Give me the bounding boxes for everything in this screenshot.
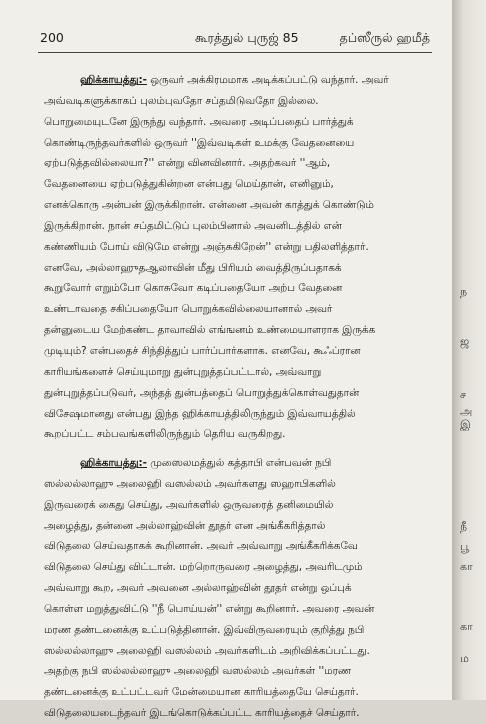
line-text: விசேஷமானது என்பது இந்த ஹிக்காயத்திலிருந்தும் இவ்வாயத்தில் [44, 407, 356, 420]
text-line [44, 404, 434, 425]
facing-page-fragment: ம [460, 652, 469, 665]
text-line [44, 620, 434, 641]
line-text: இருவரைக் கைது செய்து, அவர்களில் ஒருவரைத் தனிமையில் [44, 498, 334, 511]
line-text: முடியும்? என்பதைச் சிந்தித்துப் பார்ப்பார்களாக. எனவே, கூஃப்ரான [44, 344, 361, 357]
line-text: அவ்வாறு கூற, அவர் அவனை அல்லாஹ்வின் தூதர் என்று ஒப்புக் [44, 582, 352, 595]
author-name: தப்ஸீருல் ஹமீத் [339, 30, 430, 45]
facing-page-fragment: பூ [460, 540, 470, 553]
text-line [44, 362, 434, 383]
line-text: அவ்வடிகளுக்காகப் புலம்புவதோ சப்தமிடுவதோ இல்லை. [44, 94, 319, 107]
text-line [44, 474, 434, 495]
text-line [44, 195, 434, 216]
line-text: விடுதலை செய்வதாகக் கூறினான். அவர் அவ்வாறு அங்கீகரிக்கவே [44, 540, 358, 553]
text-line [44, 383, 434, 404]
text-line [44, 661, 434, 682]
facing-page-edge [452, 0, 486, 700]
line-text: விடுதலை செய்து விட்டான். மற்றொருவரை அழைத்து, அவரிடமும் [44, 561, 363, 574]
line-text: எனக்கொரு அன்பன் இருக்கிறான். என்னை அவன் காத்துக் கொண்டும் [44, 199, 374, 212]
text-line [44, 112, 434, 133]
facing-page-fragment: ந [460, 285, 468, 298]
text-line [44, 703, 434, 724]
line-text: ஏற்படுத்தவில்லையா?'' என்று வினவினார். அதற்கவர் ''ஆம், [44, 157, 331, 170]
line-text: விடுதலையடைந்தவர் இடங்கொடுக்கப்பட்ட காரியத்தைச் செய்தார். [44, 707, 360, 720]
line-text: கூறப்பட்ட சம்பவங்களிலிருந்தும் தெரிய வருகிறது. [44, 428, 286, 441]
line-text: காரியங்களைச் செய்யுமாறு துன்புறுத்தப்பட்டால், அவ்வாறு [44, 365, 322, 378]
text-line [44, 299, 434, 320]
book-title: கூரத்துல் புருஜ் 85 [195, 30, 299, 45]
text-line [44, 682, 434, 703]
line-text: ஸல்லல்லாஹு அலைஹி வஸல்லம் அவர்களிடம் அறிவிக்கப்பட்டது. [44, 644, 370, 657]
text-line [44, 599, 434, 620]
line-text: முஸைலமத்துல் கத்தாபி என்பவன் நபி [146, 457, 332, 469]
line-text: தண்டனைக்கு உட்பட்டவர் மேன்மையான காரியத்தையே செய்தார். [44, 686, 359, 699]
paragraph-2 [44, 453, 434, 724]
facing-page-fragment: ஜ [460, 335, 470, 348]
text-line [44, 237, 434, 258]
line-text: உண்டாவதை சகிப்பதையோ பொறுக்கவில்லையானால் அவர் [44, 303, 333, 316]
text-line [44, 516, 434, 537]
facing-page-fragment: அ [460, 405, 473, 418]
text-line [44, 258, 434, 279]
text-line [44, 216, 434, 237]
line-text: கூறுவோர் எறும்போ கொசுவோ கடிப்பதையோ அற்ப வேதனை [44, 282, 343, 295]
line-text: தன்னுடைய மேற்கண்ட தாவாவில் எங்ஙனம் உண்மையாளராக இருக்க [44, 324, 376, 337]
facing-page-fragment: இ [460, 418, 471, 431]
text-line [44, 341, 434, 362]
text-line [44, 174, 434, 195]
text-line [44, 320, 434, 341]
line-text: பொறுமையுடனே இருந்து வந்தார். அவரை அடிப்பதைப் பார்த்துக் [44, 115, 354, 128]
text-line [44, 536, 434, 557]
section-heading: ஹிக்காயத்து:- [80, 457, 147, 469]
text-line [44, 578, 434, 599]
text-line [44, 91, 434, 112]
text-line [44, 453, 434, 474]
line-text: அதற்கு நபி ஸல்லல்லாஹு அலைஹி வஸல்லம் அவர்கள் ''மரண [44, 665, 352, 678]
section-heading: ஹிக்காயத்து:- [80, 74, 147, 86]
text-line [44, 557, 434, 578]
page-number: 200 [40, 30, 64, 45]
text-line [44, 495, 434, 516]
text-line [44, 641, 434, 662]
line-text: கொள்ள மறுத்துவிட்டு ''நீ பொய்யன்'' என்று கூறினார். அவரை அவன் [44, 602, 375, 615]
page-header [40, 28, 430, 48]
line-text: இருக்கிறான். நான் சப்தமிட்டுப் புலம்பினால் அவனிடத்தில் என் [44, 219, 342, 232]
line-text: கொண்டிருந்தவர்களில் ஒருவர் ''இவ்வடிகள் உமக்கு வேதனையை [44, 136, 355, 149]
facing-page-fragment: கா [460, 620, 473, 633]
line-text: கண்ணியம் போய் விடுமே என்று அஞ்சுகிறேன்'' என்று பதிலளித்தார். [44, 240, 369, 253]
line-text: வேதனையை ஏற்படுத்துகின்றன என்பது மெய்தான், எனினும், [44, 178, 334, 191]
header-divider [38, 52, 432, 53]
line-text: ஸல்லல்லாஹு அலைஹி வஸல்லம் அவர்களது ஸஹாபிகளில் [44, 477, 336, 490]
facing-page-fragment: நீ [460, 520, 468, 533]
facing-page-fragment: ச [460, 388, 467, 401]
paragraph-1 [44, 70, 434, 445]
line-text: ஒருவர் அக்கிரமமாக அடிக்கப்பட்டு வந்தார். அவர் [146, 74, 389, 86]
line-text: துன்புறுத்தப்படுவர், அந்தத் துன்பத்தைப் பொறுத்துக்கொள்வதுதான் [44, 386, 360, 399]
line-text: அழைத்து, தன்னை அல்லாஹ்வின் தூதர் என அங்கீகரித்தால் [44, 519, 326, 532]
text-line [44, 153, 434, 174]
facing-page-fragment: கா [460, 560, 473, 573]
text-line [44, 133, 434, 154]
text-line [44, 70, 434, 91]
text-line [44, 278, 434, 299]
text-line [44, 424, 434, 445]
line-text: மரண தண்டனைக்கு உட்படுத்தினான். இவ்விருவரையும் குறித்து நபி [44, 623, 365, 636]
line-text: எனவே, அல்லாஹுதஆலாவின் மீது பிரியம் வைத்திருப்பதாகக் [44, 261, 342, 274]
